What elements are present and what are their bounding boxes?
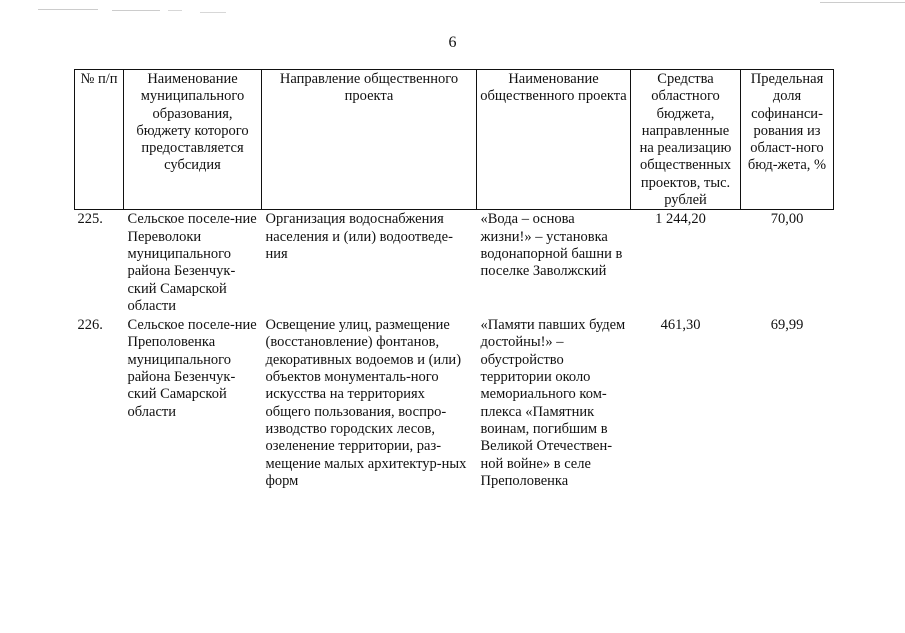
header-funds: Средства областного бюджета, направленные на реализацию общественных проектов, тыс. рублей <box>631 70 741 210</box>
scan-mark <box>200 12 226 13</box>
row-num: 225. <box>77 211 103 228</box>
table-row <box>75 315 834 490</box>
row-municipality: Сельское поселе-ние Преполовенка муниципального района Безенчук-ский Самарской области <box>127 317 257 420</box>
row-funds: 461,30 <box>660 317 701 334</box>
scan-mark <box>168 10 182 11</box>
subsidy-table <box>74 69 834 490</box>
row-project: «Памяти павших будем достойны!» – обустройство территории около мемориального ком-плекса «Памятник воинам, погибшим в Великой Отечествен-ной войне» в селе Преполовенка <box>480 317 626 489</box>
row-project: «Вода – основа жизни!» – установка водонапорной башни в поселке Заволжский <box>480 211 623 280</box>
row-funds: 1 244,20 <box>655 211 706 228</box>
page-number: 6 <box>448 34 457 51</box>
header-project: Наименование общественного проекта <box>477 70 631 210</box>
table-header-row <box>75 70 834 210</box>
row-share: 70,00 <box>770 211 804 228</box>
row-direction: Организация водоснабжения населения и (или) водоотведе-ния <box>265 211 453 262</box>
scan-mark <box>112 10 160 11</box>
row-share: 69,99 <box>770 317 804 334</box>
table-row <box>75 210 834 315</box>
row-direction: Освещение улиц, размещение (восстановление) фонтанов, декоративных водоемов и (или) объектов монументаль-ного искусства на территориях общего пользования, воспро-изводство городских лесов, озеленение территории, раз-мещение малых архитектур-ных форм <box>265 317 467 489</box>
row-num: 226. <box>77 317 103 334</box>
row-municipality: Сельское поселе-ние Переволоки муниципального района Безенчук-ский Самарской области <box>127 211 257 314</box>
header-share: Предельная доля софинанси-рования из област-ного бюд-жета, % <box>741 70 834 210</box>
header-direction: Направление общественного проекта <box>262 70 477 210</box>
scan-mark <box>820 2 905 3</box>
scan-mark <box>38 9 98 10</box>
header-municipality: Наименование муниципального образования, бюджету которого предоставляется субсидия <box>124 70 262 210</box>
header-num: № п/п <box>75 70 124 210</box>
